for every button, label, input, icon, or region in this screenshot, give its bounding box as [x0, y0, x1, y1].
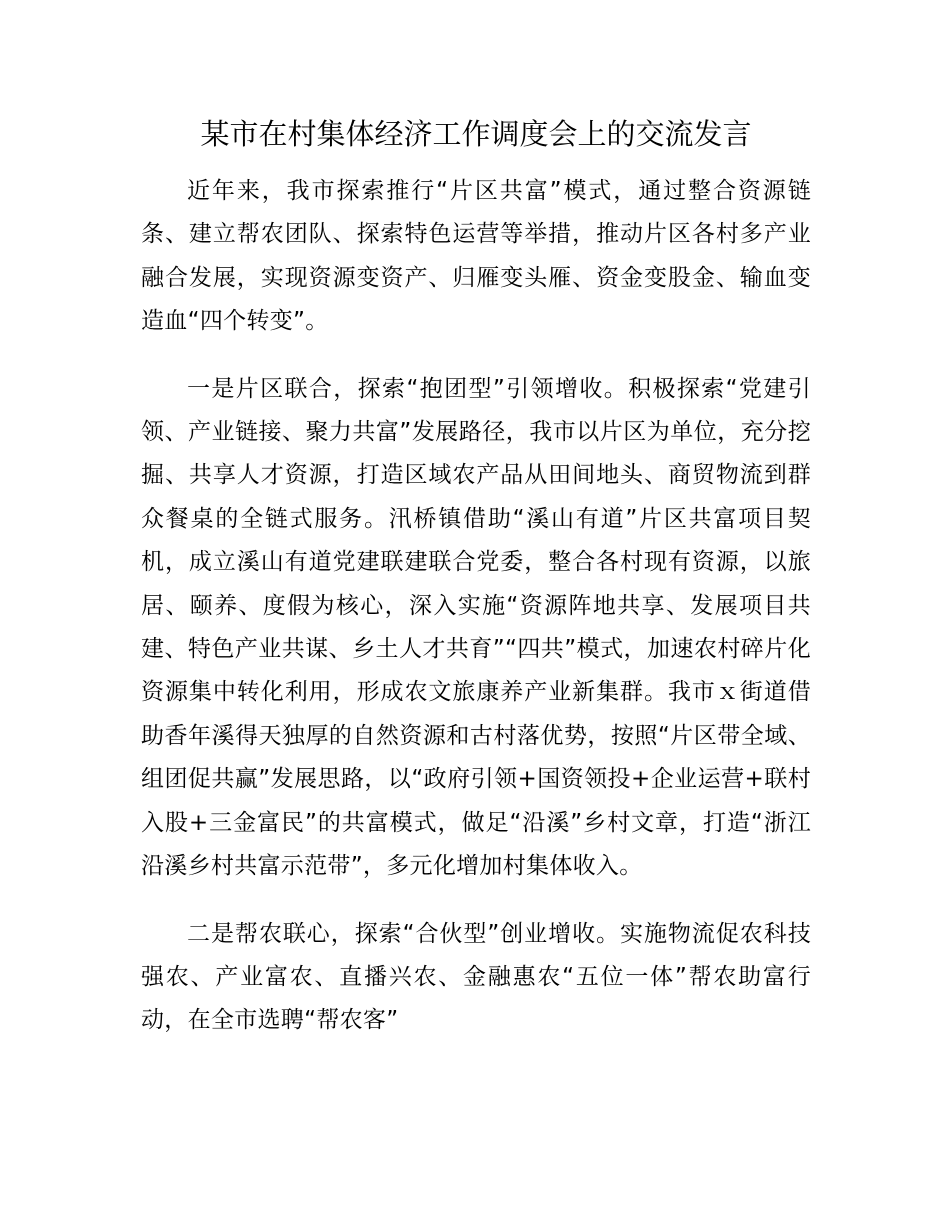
document-body: [141, 170, 811, 1067]
paragraph-section-two: 二是帮农联心，探索“合伙型”创业增收。实施物流促农科技强农、产业富农、直播兴农、金融惠农“五位一体”帮农助富行动，在全市选聘“帮农客”: [141, 920, 811, 1034]
document-title: 某市在村集体经济工作调度会上的交流发言: [200, 117, 752, 151]
paragraph-section-one: 一是片区联合，探索“抱团型”引领增收。积极探索“党建引领、产业链接、聚力共富”发展路径，我市以片区为单位，充分挖掘、共享人才资源，打造区域农产品从田间地头、商贸物流到群众餐桌的全链式服务。汛桥镇借助“溪山有道”片区共富项目契机，成立溪山有道党建联建联合党委，整合各村现有资源，以旅居、颐养、度假为核心，深入实施“资源阵地共享、发展项目共建、特色产业共谋、乡土人才共育”“四共”模式，加速农村碎片化资源集中转化利用，形成农文旅康养产业新集群。我市ｘ街道借助香年溪得天独厚的自然资源和古村落优势，按照“片区带全域、组团促共赢”发展思路，以“政府引领+国资领投+企业运营+联村入股+三金富民”的共富模式，做足“沿溪”乡村文章，打造“浙江沿溪乡村共富示范带”，多元化增加村集体收入。: [141, 375, 811, 880]
paragraph-intro: 近年来，我市探索推行“片区共富”模式，通过整合资源链条、建立帮农团队、探索特色运营等举措，推动片区各村多产业融合发展，实现资源变资产、归雁变头雁、资金变股金、输血变造血“四个转变”。: [141, 178, 811, 335]
